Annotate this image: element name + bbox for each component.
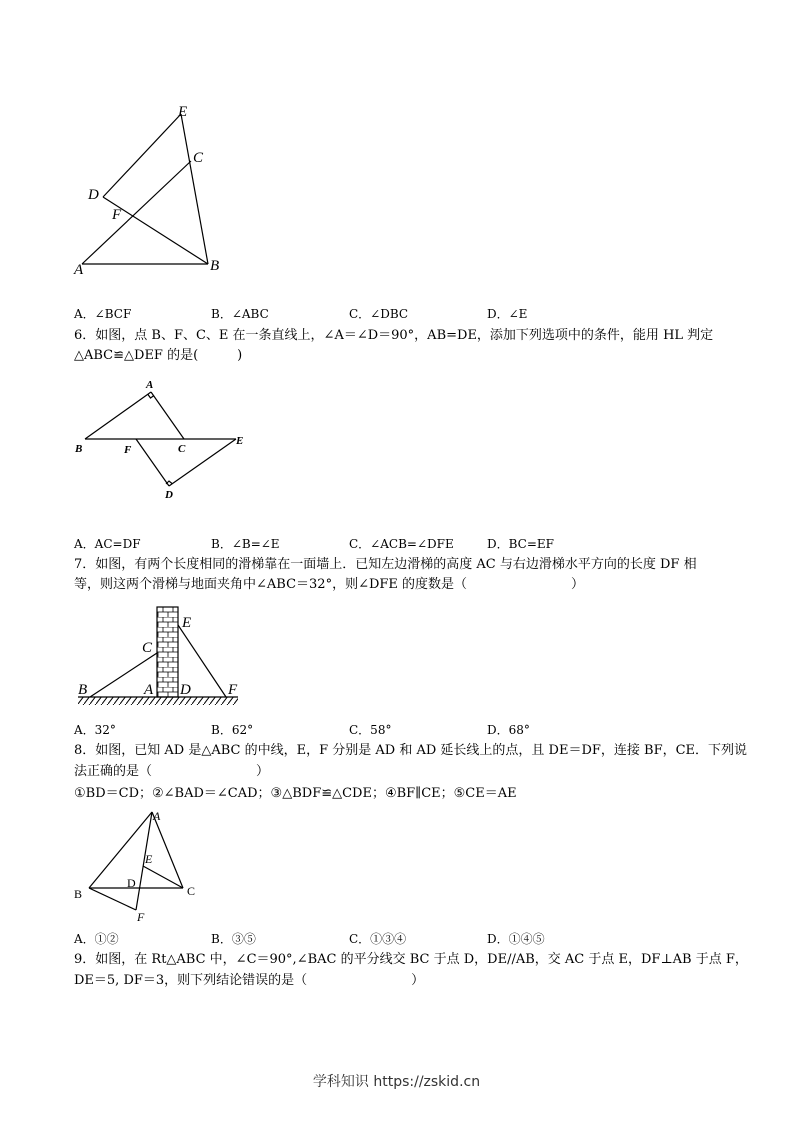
q6-option-b[interactable]: B．∠B=∠E — [211, 537, 280, 551]
q8-statements: ①BD＝CD；②∠BAD＝∠CAD；③△BDF≌△CDE；④BF∥CE；⑤CE＝AE — [74, 786, 517, 801]
label-F: F — [228, 682, 238, 698]
label-A: A — [74, 262, 84, 278]
label-D: D — [88, 187, 99, 203]
q7-option-d[interactable]: D．68° — [487, 723, 530, 737]
label-E: E — [236, 435, 244, 447]
label-E: E — [182, 615, 192, 631]
label-D: D — [180, 682, 191, 698]
q5-option-a[interactable]: A．∠BCF — [74, 307, 132, 321]
label-B: B — [210, 258, 220, 274]
q8-stem-line2: 法正确的是（ ） — [74, 764, 270, 779]
q9-stem-line2: DE＝5, DF＝3，则下列结论错误的是（ ） — [74, 973, 425, 988]
q6-option-d[interactable]: D．BC=EF — [487, 537, 554, 551]
label-B: B — [75, 443, 83, 455]
label-C: C — [178, 443, 186, 455]
q5-option-c[interactable]: C．∠DBC — [349, 307, 409, 321]
label-C: C — [187, 884, 196, 898]
q8-option-b[interactable]: B．③⑤ — [211, 932, 256, 946]
label-B: B — [78, 682, 88, 698]
q6-option-a[interactable]: A．AC=DF — [74, 537, 141, 551]
footer-watermark: 学科知识 https://zskid.cn — [312, 1074, 481, 1090]
label-F: F — [112, 207, 122, 223]
q8-option-a[interactable]: A．①② — [74, 932, 119, 946]
label-D: D — [127, 876, 136, 890]
q7-stem-line1: 7．如图，有两个长度相同的滑梯靠在一面墙上．已知左边滑梯的高度 AC 与右边滑梯水平方向的长度 DF 相 — [74, 557, 697, 572]
label-A: A — [144, 682, 154, 698]
q8-option-d[interactable]: D．①④⑤ — [487, 932, 545, 946]
label-D: D — [165, 489, 173, 501]
q8-stem-line1: 8．如图，已知 AD 是△ABC 的中线，E，F 分别是 AD 和 AD 延长线上的点，且 DE＝DF，连接 BF，CE．下列说 — [74, 743, 748, 758]
label-C: C — [193, 150, 204, 166]
label-A: A — [153, 809, 161, 823]
label-E: E — [178, 104, 188, 120]
q9-stem-line1: 9．如图，在 Rt△ABC 中，∠C＝90°,∠BAC 的平分线交 BC 于点 D，DE//AB，交 AC 于点 E，DF⊥AB 于点 F， — [74, 952, 748, 967]
label-E: E — [145, 852, 153, 866]
q6-option-c[interactable]: C．∠ACB=∠DFE — [349, 537, 454, 551]
q7-option-b[interactable]: B．62° — [211, 723, 254, 737]
q5-option-d[interactable]: D．∠E — [487, 307, 528, 321]
label-C: C — [142, 640, 153, 656]
q7-stem-line2: 等，则这两个滑梯与地面夹角中∠ABC＝32°，则∠DFE 的度数是（ ） — [74, 577, 585, 592]
label-F: F — [124, 444, 132, 456]
q6-stem-line2: △ABC≌△DEF 的是( ) — [74, 348, 243, 363]
q7-option-a[interactable]: A．32° — [74, 723, 116, 737]
q8-option-c[interactable]: C．①③④ — [349, 932, 407, 946]
q7-option-c[interactable]: C．58° — [349, 723, 392, 737]
label-F: F — [137, 910, 145, 924]
label-A: A — [146, 379, 154, 391]
label-B: B — [74, 887, 83, 901]
q6-stem-line1: 6．如图，点 B、F、C、E 在一条直线上，∠A＝∠D＝90°，AB=DE，添加下列选项中的条件，能用 HL 判定 — [74, 328, 714, 343]
q5-option-b[interactable]: B．∠ABC — [211, 307, 269, 321]
